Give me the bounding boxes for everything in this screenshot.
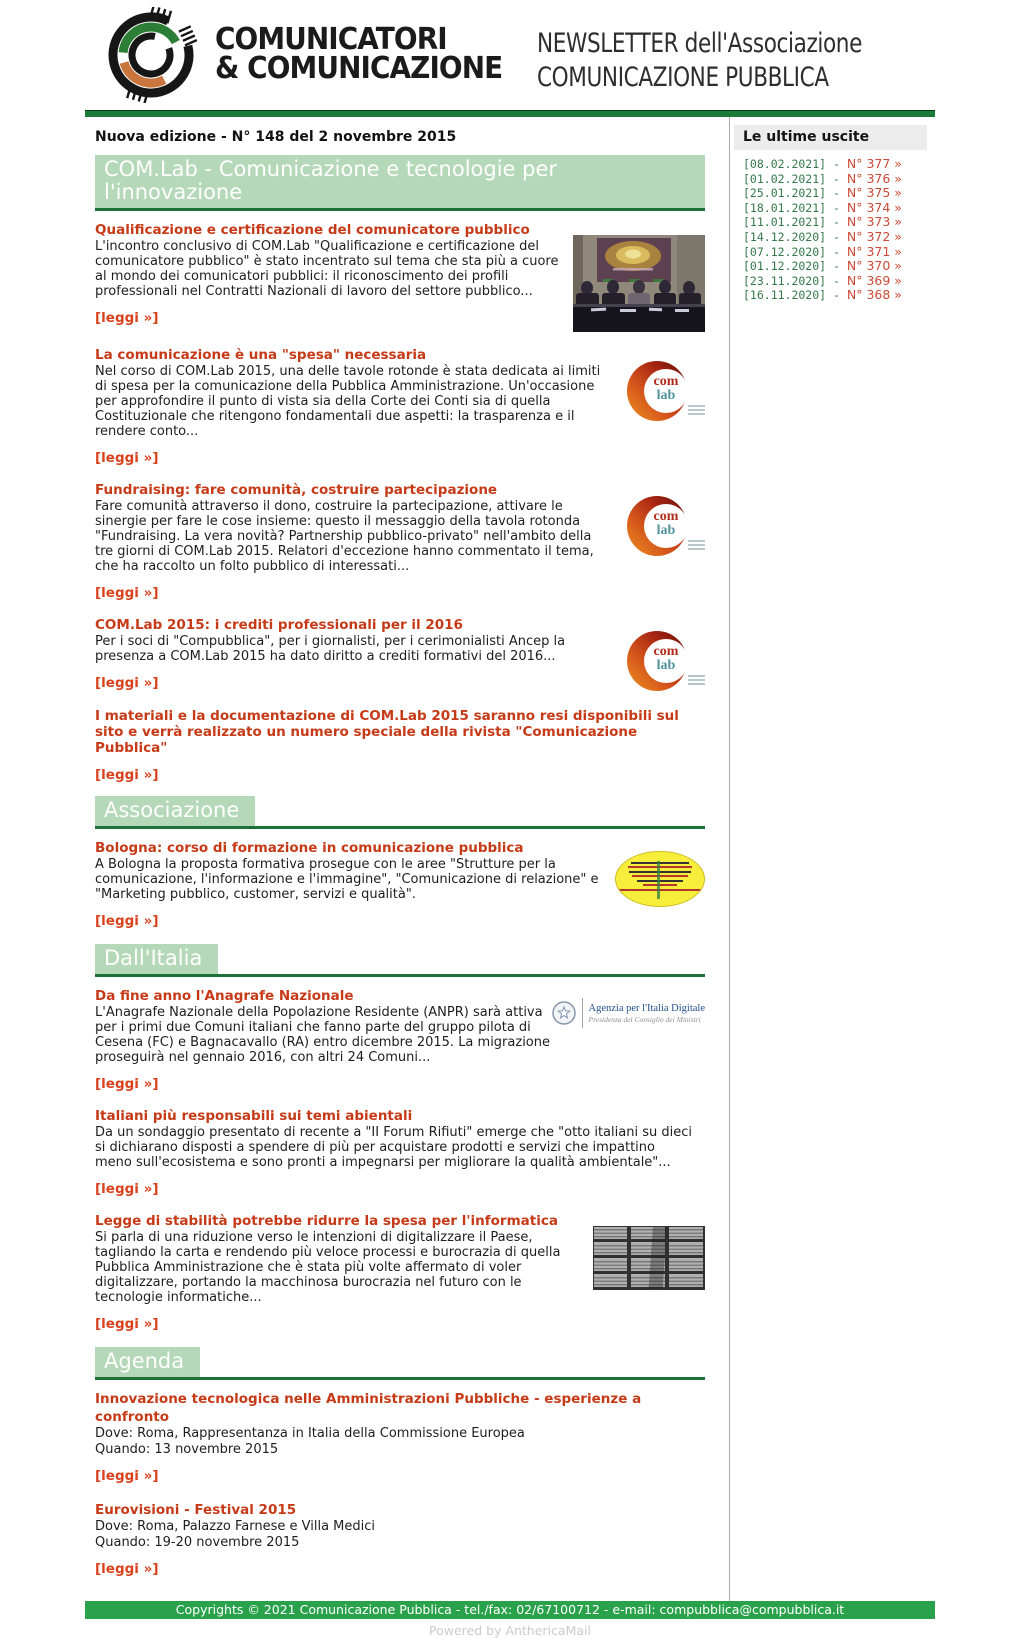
issue-number: N° 370 » <box>846 258 902 274</box>
issue-date: [16.11.2020] - <box>743 288 840 303</box>
article <box>95 839 705 930</box>
article-text <box>95 1212 591 1333</box>
issue-date: [14.12.2020] - <box>743 229 840 244</box>
event-location: Dove: Roma, Palazzo Farnese e Villa Medici <box>95 1519 376 1534</box>
issue-link[interactable] <box>734 157 935 172</box>
issue-date: [07.12.2020] - <box>743 244 840 259</box>
agid-text <box>589 1002 705 1025</box>
comlab-word-com: com <box>653 374 679 389</box>
article-body: Fare comunità attraverso il dono, costruire la partecipazione, attivare le sinergie per fare le cose insieme: questo il messaggio della tavola rotonda "Fundraising. La vera novità? Partnership pubblico-privato" nell'ambito della tre giorni di COM.Lab 2015. Relatori d'eccezione hanno commentato il tema, che ha raccolto un folto pubblico di interessati... <box>95 499 594 574</box>
newsletter-line-2: COMUNICAZIONE PUBBLICA <box>537 62 829 93</box>
section-header-associazione <box>95 796 705 829</box>
edition-title: Nuova edizione - N° 148 del 2 novembre 2015 <box>95 129 457 145</box>
bologna-logo <box>615 851 705 907</box>
issue-link[interactable] <box>734 259 935 274</box>
article-title[interactable]: Qualificazione e certificazione del comunicatore pubblico <box>95 222 530 238</box>
article-title[interactable]: La comunicazione è una "spesa" necessaria <box>95 347 427 363</box>
read-more-link[interactable]: [leggi »] <box>95 585 159 601</box>
bologna-logo-vertical-text <box>657 861 660 899</box>
event-title[interactable]: Eurovisioni - Festival 2015 <box>95 1502 297 1518</box>
conference-photo <box>573 221 705 332</box>
newsletter-line-1: NEWSLETTER dell'Associazione <box>537 28 862 59</box>
article-body: A Bologna la proposta formativa prosegue con le aree "Strutture per la comunicazione, l'informazione e l'immagine", "Comunicazione di relazione" e "Marketing pubblico, customer, servizi e qualità". <box>95 857 599 902</box>
issue-date: [25.01.2021] - <box>743 186 840 201</box>
section-title: COM.Lab - Comunicazione e tecnologie per l'innovazione <box>95 155 705 208</box>
read-more-link[interactable]: [leggi »] <box>95 1316 159 1332</box>
articles-column <box>85 117 729 1601</box>
section-title: Agenda <box>95 1347 200 1377</box>
issue-date: [01.02.2021] - <box>743 171 840 186</box>
article <box>95 221 705 332</box>
comlab-word-lab: lab <box>656 523 676 538</box>
agid-logo <box>550 998 705 1028</box>
agenda-event <box>95 1501 705 1578</box>
comlab-text <box>644 375 688 403</box>
article <box>95 1212 705 1333</box>
read-more-link[interactable]: [leggi »] <box>95 1181 159 1197</box>
comlab-logo <box>627 360 705 424</box>
issue-link[interactable] <box>734 172 935 187</box>
comlab-fine-print <box>688 673 705 687</box>
issue-number: N° 374 » <box>846 199 902 215</box>
read-more-link[interactable]: [leggi »] <box>95 1468 159 1484</box>
agid-line-2: Presidenza del Consiglio dei Ministri <box>588 1014 701 1024</box>
issue-number: N° 371 » <box>846 243 902 259</box>
comlab-text <box>644 645 688 673</box>
article-body: Da un sondaggio presentato di recente a "II Forum Rifiuti" emerge che "otto italiani su dieci si dichiarano disposti a spendere di più per acquistare prodotti e servizi che impattino meno sull'ecosistema e sono pronti a impegnarsi per migliorare la qualità ambientale"... <box>95 1125 692 1170</box>
article <box>95 346 705 467</box>
comlab-logo <box>627 495 705 559</box>
read-more-link[interactable]: [leggi »] <box>95 767 159 783</box>
newsletter-title <box>537 27 862 95</box>
article <box>95 616 705 694</box>
newsletter-page <box>85 0 935 1638</box>
brand-line-2: & COMUNICAZIONE <box>215 51 503 86</box>
article-title[interactable]: Italiani più responsabili sui temi abientali <box>95 1108 413 1124</box>
issue-date: [08.02.2021] - <box>743 157 840 171</box>
comlab-logo-image <box>617 481 705 602</box>
article-text <box>95 987 569 1093</box>
issue-number: N° 368 » <box>846 287 902 303</box>
issue-number: N° 376 » <box>846 170 902 186</box>
content <box>85 117 935 1601</box>
issue-number: N° 377 » <box>846 156 902 171</box>
read-more-link[interactable]: [leggi »] <box>95 1076 159 1092</box>
article-body: Per i soci di "Compubblica", per i giornalisti, per i cerimonialisti Ancep la presenza a COM.Lab 2015 ha dato diritto a crediti formativi del 2016... <box>95 634 566 664</box>
agid-line-1: Agenzia per l'Italia Digitale <box>588 1002 705 1014</box>
comlab-text <box>644 510 688 538</box>
event-location: Dove: Roma, Rappresentanza in Italia della Commissione Europea <box>95 1426 525 1441</box>
article-body: Nel corso di COM.Lab 2015, una delle tavole rotonde è stata dedicata ai limiti di spesa per la comunicazione della Pubblica Amministrazione. Un'occasione per approfondire il punto di vista sia della Corte dei Conti sia di quella Costituzionale che ritengono fondamentali due aspetti: la trasparenza e il rendere conto... <box>95 364 601 439</box>
section-title: Dall'Italia <box>95 944 218 974</box>
article-body: Si parla di una riduzione verso le intenzioni di digitalizzare il Paese, tagliando la carta e rendendo più veloce processi e burocrazia di quella Pubblica Amministrazione che è stata più volte affermato di voler digitalizzare, portando la macchinosa burocrazia nel futuro con le tecnologie informatiche... <box>95 1230 561 1305</box>
issue-date: [01.12.2020] - <box>743 259 840 274</box>
comlab-word-com: com <box>653 509 679 524</box>
comlab-logo-image <box>617 346 705 467</box>
section-header-agenda <box>95 1347 705 1380</box>
compubblica-logo-icon <box>103 7 199 107</box>
comlab-note-block <box>95 708 705 784</box>
comlab-fine-print <box>688 403 705 417</box>
article-text <box>95 481 617 602</box>
issue-date: [18.01.2021] - <box>743 200 840 215</box>
comlab-fine-print <box>688 538 705 552</box>
agenda-event <box>95 1390 705 1485</box>
article-text <box>95 1107 705 1198</box>
brand-title <box>215 22 503 86</box>
article-body: L'Anagrafe Nazionale della Popolazione Residente (ANPR) sarà attiva per i primi due Comuni italiani che fanno parte del gruppo pilota di Cesena (FC) e Bagnacavallo (RA) entro dicembre 2015. La migrazione proseguirà nel gennaio 2016, con altri 24 Comuni... <box>95 1005 550 1065</box>
read-more-link[interactable]: [leggi »] <box>95 675 159 691</box>
article-title[interactable]: COM.Lab 2015: i crediti professionali per il 2016 <box>95 617 463 633</box>
event-date: Quando: 19-20 novembre 2015 <box>95 1534 300 1550</box>
bologna-course-logo <box>609 839 705 930</box>
comlab-note: I materiali e la documentazione di COM.Lab 2015 saranno resi disponibili sul sito e verrà realizzato un numero speciale della rivista "Comunicazione Pubblica" <box>95 708 679 756</box>
issue-number: N° 372 » <box>846 228 902 244</box>
event-title[interactable]: Innovazione tecnologica nelle Amministrazioni Pubbliche - esperienze a confronto <box>95 1391 642 1425</box>
issue-date: [23.11.2020] - <box>743 273 840 288</box>
article-title[interactable]: Bologna: corso di formazione in comunicazione pubblica <box>95 840 524 856</box>
latest-issues-sidebar <box>729 117 935 1601</box>
article-title[interactable]: Fundraising: fare comunità, costruire partecipazione <box>95 482 498 498</box>
issue-number: N° 369 » <box>846 272 902 288</box>
read-more-link[interactable]: [leggi »] <box>95 913 159 929</box>
issue-link[interactable] <box>734 288 935 303</box>
read-more-link[interactable]: [leggi »] <box>95 450 159 466</box>
article-body: L'incontro conclusivo di COM.Lab "Qualificazione e certificazione del comunicatore pubblico" è stato incentrato sul tema che sta più a cuore al mondo dei comunicatori pubblici: il riconoscimento dei profili professionali nel Contratti Nazionali di lavoro del settore pubblico... <box>95 239 559 299</box>
footer-bar <box>85 1601 935 1619</box>
sidebar-title: Le ultime uscite <box>734 125 927 150</box>
powered-by-text: Powered by AnthericaMail <box>429 1623 591 1638</box>
issue-link[interactable] <box>734 230 935 245</box>
issue-link[interactable] <box>734 274 935 289</box>
article-text <box>95 839 609 930</box>
issue-link[interactable] <box>734 201 935 216</box>
section-header-italia <box>95 944 705 977</box>
issue-number: N° 373 » <box>846 214 902 230</box>
comlab-logo <box>627 630 705 694</box>
read-more-link[interactable]: [leggi »] <box>95 1561 159 1577</box>
agid-separator <box>582 998 583 1028</box>
comlab-word-lab: lab <box>656 658 676 673</box>
article-text <box>95 346 617 467</box>
issue-number: N° 375 » <box>846 185 902 201</box>
header-divider <box>85 110 935 117</box>
article-text <box>95 221 573 332</box>
article-text <box>95 616 617 694</box>
brand-line-1: COMUNICATORI <box>215 22 447 57</box>
issue-link[interactable] <box>734 245 935 260</box>
papers-photo <box>591 1212 705 1333</box>
article <box>95 481 705 602</box>
article-title[interactable]: Legge di stabilità potrebbe ridurre la spesa per l'informatica <box>95 1213 558 1229</box>
issue-date: [11.01.2021] - <box>743 215 840 230</box>
agid-logo-image <box>569 987 705 1093</box>
article-title[interactable]: Da fine anno l'Anagrafe Nazionale <box>95 988 354 1004</box>
issue-link[interactable] <box>734 215 935 230</box>
comlab-word-lab: lab <box>656 388 676 403</box>
article <box>95 987 705 1093</box>
issue-link[interactable] <box>734 186 935 201</box>
header <box>85 0 935 110</box>
section-title: Associazione <box>95 796 255 826</box>
section-header-comlab <box>95 155 705 211</box>
comlab-word-com: com <box>653 644 679 659</box>
article <box>95 1107 705 1198</box>
copyright-text: Copyrights © 2021 Comunicazione Pubblica - tel./fax: 02/67100712 - e-mail: compubblica@compubblica.it <box>175 1602 845 1617</box>
event-date: Quando: 13 novembre 2015 <box>95 1441 279 1457</box>
comlab-logo-image <box>617 616 705 694</box>
agid-emblem-icon <box>550 999 578 1027</box>
read-more-link[interactable]: [leggi »] <box>95 310 159 326</box>
